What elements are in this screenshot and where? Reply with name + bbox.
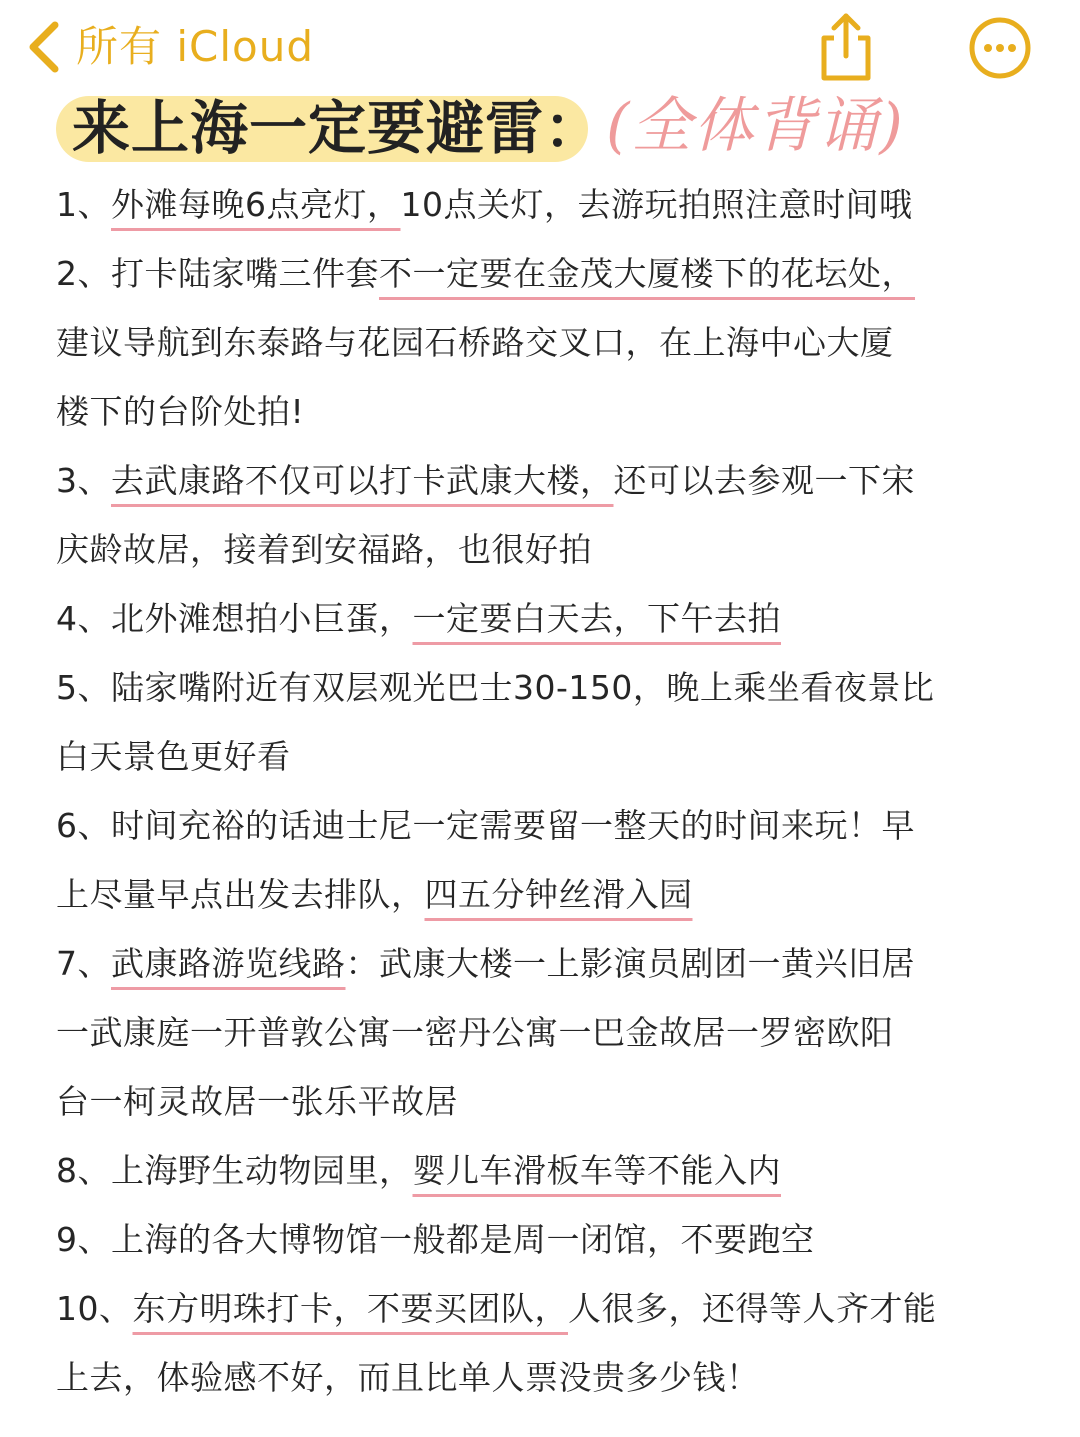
note-line [56, 446, 1046, 515]
note-text: 10点关灯，去游玩拍照注意时间哦 [400, 185, 913, 224]
chevron-left-icon [18, 17, 68, 77]
underlined-text: 四五分钟丝滑入园 [424, 875, 693, 914]
note-line [56, 998, 1046, 1067]
note-line [56, 653, 1046, 722]
note-text: 1、 [56, 185, 111, 224]
note-text: 9、上海的各大博物馆一般都是周一闭馆，不要跑空 [56, 1220, 815, 1259]
title-annotation: (全体背诵) [606, 91, 905, 161]
back-label: 所有 iCloud [76, 22, 314, 71]
note-line [56, 1067, 1046, 1136]
underlined-text: 东方明珠打卡，不要买团队， [132, 1289, 568, 1328]
underlined-text: 婴儿车滑板车等不能入内 [412, 1151, 781, 1190]
note-title: 来上海一定要避雷： [72, 94, 604, 162]
note-line [56, 377, 1046, 446]
note-text: 2、打卡陆家嘴三件套 [56, 254, 379, 293]
note-body[interactable] [56, 170, 1046, 1412]
underlined-text: 外滩每晚6点亮灯， [111, 185, 401, 224]
note-text: 建议导航到东泰路与花园石桥路交叉口，在上海中心大厦 [56, 323, 894, 362]
note-text: 上去，体验感不好，而且比单人票没贵多少钱！ [56, 1358, 760, 1397]
note-line [56, 515, 1046, 584]
more-options-button[interactable] [966, 14, 1034, 82]
share-icon [810, 8, 882, 84]
back-button[interactable] [18, 12, 314, 82]
note-line [56, 1343, 1046, 1412]
note-text: 庆龄故居，接着到安福路，也很好拍 [56, 530, 592, 569]
note-line [56, 170, 1046, 239]
underlined-text: 一定要白天去，下午去拍 [412, 599, 781, 638]
underlined-text: 去武康路不仅可以打卡武康大楼， [111, 461, 614, 500]
note-line [56, 1205, 1046, 1274]
note-text: 6、时间充裕的话迪士尼一定需要留一整天的时间来玩！早 [56, 806, 915, 845]
navigation-bar [0, 0, 1080, 90]
note-line [56, 860, 1046, 929]
note-text: 楼下的台阶处拍! [56, 392, 305, 431]
note-text: 人很多，还得等人齐才能 [568, 1289, 937, 1328]
note-text: 8、上海野生动物园里， [56, 1151, 413, 1190]
note-line [56, 929, 1046, 998]
note-text: 4、北外滩想拍小巨蛋， [56, 599, 413, 638]
note-line [56, 239, 1046, 308]
note-text: 5、陆家嘴附近有双层观光巴士30-150，晚上乘坐看夜景比 [56, 668, 935, 707]
note-text: 3、 [56, 461, 111, 500]
note-text: 还可以去参观一下宋 [613, 461, 915, 500]
share-button[interactable] [810, 8, 882, 84]
note-text: 台一柯灵故居一张乐平故居 [56, 1082, 458, 1121]
note-text: 一武康庭一开普敦公寓一密丹公寓一巴金故居一罗密欧阳 [56, 1013, 894, 1052]
note-text: ：武康大楼一上影演员剧团一黄兴旧居 [345, 944, 915, 983]
note-text: 10、 [56, 1289, 133, 1328]
ellipsis-circle-icon [966, 14, 1034, 82]
underlined-text: 武康路游览线路 [111, 944, 346, 983]
note-line [56, 1274, 1046, 1343]
underlined-text: 不一定要在金茂大厦楼下的花坛处， [379, 254, 915, 293]
note-line [56, 308, 1046, 377]
note-line [56, 584, 1046, 653]
note-line [56, 722, 1046, 791]
note-line [56, 791, 1046, 860]
note-line [56, 1136, 1046, 1205]
note-text: 7、 [56, 944, 111, 983]
note-text: 上尽量早点出发去排队， [56, 875, 425, 914]
note-text: 白天景色更好看 [56, 737, 291, 776]
